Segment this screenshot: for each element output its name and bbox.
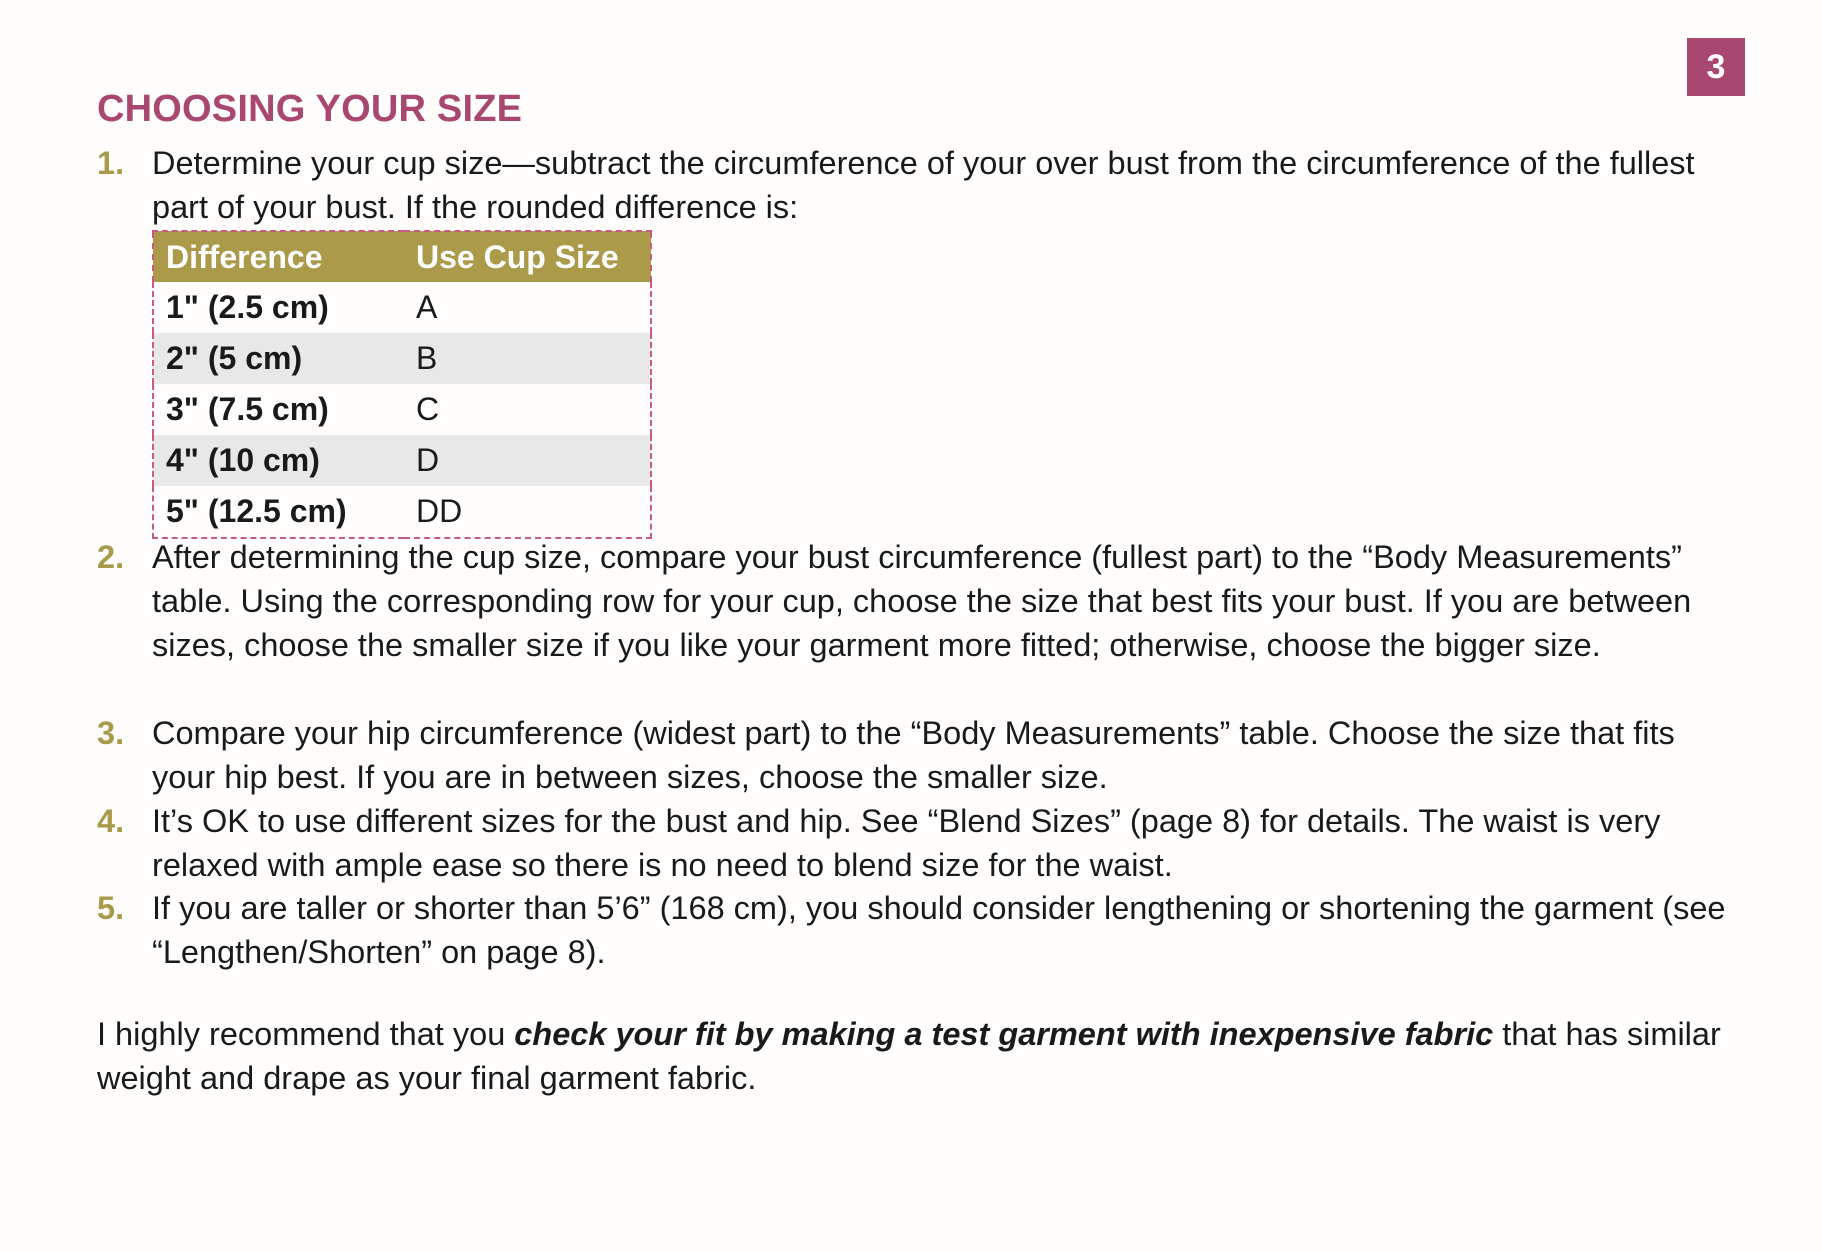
list-item [97, 141, 1737, 229]
table-row [153, 384, 651, 435]
column-header-cup-size: Use Cup Size [404, 231, 651, 282]
closing-text-end: that has similar weight and drape as your final garment fabric. [97, 1016, 1721, 1096]
column-header-difference: Difference [153, 231, 404, 282]
list-item-number: 4. [97, 803, 125, 839]
table-row [153, 486, 651, 538]
difference-cell: 5" (12.5 cm) [166, 493, 347, 529]
difference-cell: 1" (2.5 cm) [166, 289, 329, 325]
page-number-badge: 3 [1687, 38, 1745, 96]
table-header-row [153, 231, 651, 282]
table-row [153, 282, 651, 333]
cup-size-table [152, 230, 652, 539]
list-item [97, 711, 1737, 799]
list-item-number: 1. [97, 145, 125, 181]
cup-size-cell: D [404, 435, 651, 486]
cup-size-cell: DD [416, 493, 463, 529]
list-item-text: After determining the cup size, compare your bust circumference (fullest part) to the “Body Measurements” table. Using the corresponding row for your cup, choose the size that best fits your bust. If you are between sizes, choose the smaller size if you like your garment more fitted; otherwise, choose the bigger size. [152, 539, 1692, 663]
table-row [153, 435, 651, 486]
closing-paragraph [97, 1012, 1757, 1100]
cup-size-cell: A [416, 289, 438, 325]
difference-cell: 2" (5 cm) [153, 333, 404, 384]
difference-cell: 4" (10 cm) [153, 435, 404, 486]
list-item-text: It’s OK to use different sizes for the bust and hip. See “Blend Sizes” (page 8) for details. The waist is very relaxed with ample ease so there is no need to blend size for the waist. [152, 803, 1661, 883]
list-item-number: 5. [97, 890, 125, 926]
section-title: CHOOSING YOUR SIZE [97, 88, 523, 130]
table-row [153, 333, 651, 384]
list-item [97, 886, 1737, 974]
closing-text-start: I highly recommend that you [97, 1016, 515, 1052]
cup-size-cell: C [416, 391, 440, 427]
list-item [97, 535, 1737, 667]
list-item [97, 799, 1737, 887]
difference-cell: 3" (7.5 cm) [166, 391, 329, 427]
list-item-number: 2. [97, 539, 125, 575]
list-item-text: Determine your cup size—subtract the circumference of your over bust from the circumference of the fullest part of your bust. If the rounded difference is: [152, 145, 1695, 225]
list-item-text: Compare your hip circumference (widest part) to the “Body Measurements” table. Choose the size that fits your hip best. If you are in between sizes, choose the smaller size. [152, 715, 1675, 795]
list-item-text: If you are taller or shorter than 5’6” (168 cm), you should consider lengthening or shortening the garment (see “Lengthen/Shorten” on page 8). [152, 890, 1726, 970]
cup-size-cell: B [404, 333, 651, 384]
list-item-number: 3. [97, 715, 125, 751]
closing-emphasis: check your fit by making a test garment with inexpensive fabric [514, 1016, 1494, 1052]
